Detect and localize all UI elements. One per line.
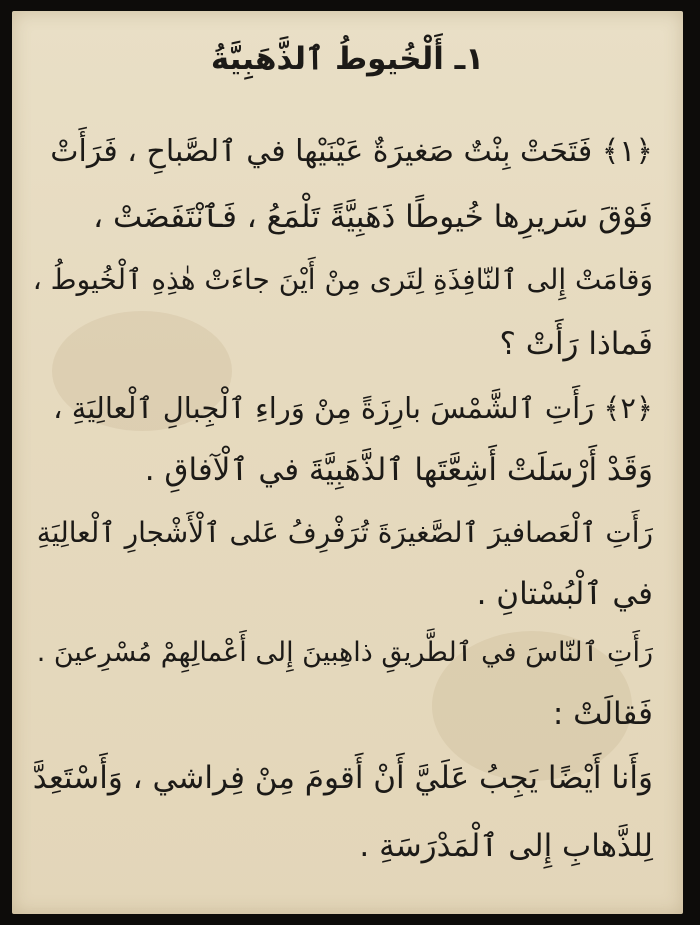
lesson-title: ١ـ أَلْخُيوطُ ٱلذَّهَبِيَّةُ (210, 41, 485, 77)
text-line: وَقامَتْ إِلى ٱلنّافِذَةِ لِتَرى مِنْ أَيْنَ جاءَتْ هٰذِهِ ٱلْخُيوطُ ، (32, 263, 653, 296)
text-line: فَوْقَ سَريرِها خُيوطًا ذَهَبِيَّةً تَلْمَعُ ، فَٱنْتَفَضَتْ ، (93, 199, 653, 235)
text-line: رَأَتِ ٱلنّاسَ في ٱلطَّريقِ ذاهِبينَ إِلى أَعْمالِهِمْ مُسْرِعينَ . (36, 637, 653, 668)
text-line: فَماذا رَأَتْ ؟ (499, 326, 653, 362)
text-line: في ٱلْبُسْتانِ . (476, 576, 653, 612)
text-line: فَقالَتْ : (552, 696, 653, 732)
book-page (12, 11, 683, 914)
text-line: وَأَنا أَيْضًا يَجِبُ عَلَيَّ أَنْ أَقومَ مِنْ فِراشي ، وَأَسْتَعِدَّ (32, 760, 653, 796)
text-line: رَأَتِ ٱلْعَصافيرَ ٱلصَّغيرَةَ تُرَفْرِفُ عَلى ٱلْأَشْجارِ ٱلْعالِيَةِ (36, 516, 653, 549)
text-line: ﴿١﴾ فَتَحَتْ بِنْتٌ صَغيرَةٌ عَيْنَيْها في ٱلصَّباحِ ، فَرَأَتْ (50, 134, 653, 169)
text-line: لِلذَّهابِ إِلى ٱلْمَدْرَسَةِ . (359, 828, 653, 864)
text-line: وَقَدْ أَرْسَلَتْ أَشِعَّتَها ٱلذَّهَبِيَّةَ في ٱلْآفاقِ . (144, 452, 653, 488)
text-line: ﴿٢﴾ رَأَتِ ٱلشَّمْسَ بارِزَةً مِنْ وَراءِ ٱلْجِبالِ ٱلْعالِيَةِ ، (53, 391, 653, 425)
